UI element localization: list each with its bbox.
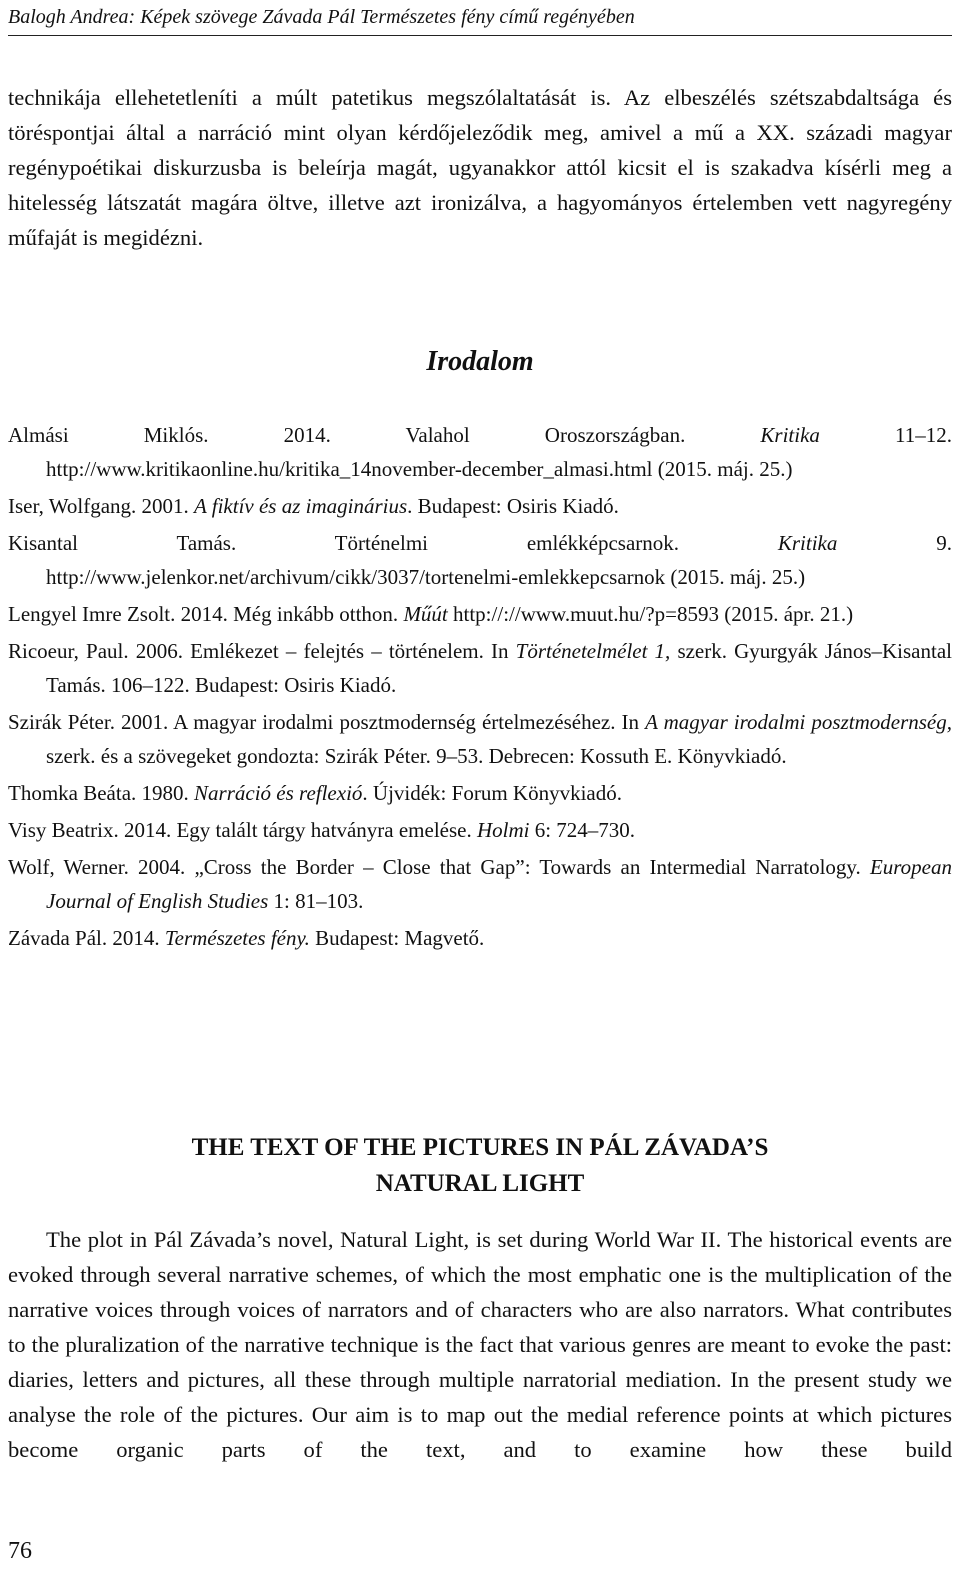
page-number: 76 xyxy=(8,1538,32,1564)
bibliography-entry: Almási Miklós. 2014. Valahol Oroszországban. Kritika 11–12. http://www.kritikaonline.hu/kritika_14november-december_almasi.html (2015. máj. 25.) xyxy=(8,423,952,481)
bibliography-entry: Thomka Beáta. 1980. Narráció és reflexió. Újvidék: Forum Könyvkiadó. xyxy=(8,781,622,805)
bibliography-list xyxy=(8,418,952,958)
bibliography-entry: Ricoeur, Paul. 2006. Emlékezet – felejtés – történelem. In Történetelmélet 1, szerk. Gyurgyák János–Kisantal Tamás. 106–122. Budapest: Osiris Kiadó. xyxy=(8,639,952,697)
bibliography-entry: Szirák Péter. 2001. A magyar irodalmi posztmodernség értelmezéséhez. In A magyar irodalmi posztmodernség, szerk. és a szövegeket gondozta: Szirák Péter. 9–53. Debrecen: Kossuth E. Könyvkiadó. xyxy=(8,710,953,768)
abstract-title-line-2: NATURAL LIGHT xyxy=(375,1170,585,1197)
intro-paragraph: technikája ellehetetleníti a múlt patetikus megszólaltatását is. Az elbeszélés szétszabdaltsága és töréspontjai által a narráció mint olyan kérdőjeleződik meg, amivel a mű a XX. századi magyar regénypoétikai diskurzusba is beleírja magát, ugyanakkor attól kicsit el is szakadva kísérli meg a hitelesség látszatát magára öltve, illetve azt ironizálva, a hagyományos értelemben vett nagyregény műfaját is megidézni. xyxy=(8,85,952,250)
bibliography-entry: Iser, Wolfgang. 2001. A fiktív és az imaginárius. Budapest: Osiris Kiadó. xyxy=(8,494,619,518)
bibliography-entry: Závada Pál. 2014. Természetes fény. Budapest: Magvető. xyxy=(8,926,485,950)
bibliography-entry: Wolf, Werner. 2004. „Cross the Border – Close that Gap”: Towards an Intermedial Narratology. European Journal of English Studies 1: 81–103. xyxy=(8,855,952,913)
bibliography-title: Irodalom xyxy=(426,346,534,377)
abstract-title-line-1: THE TEXT OF THE PICTURES IN PÁL ZÁVADA’S xyxy=(191,1134,769,1161)
abstract-paragraph: The plot in Pál Závada’s novel, Natural Light, is set during World War II. The historical events are evoked through several narrative schemes, of which the most emphatic one is the multiplication of the narrative voices through voices of narrators and of characters who are also narrators. What contributes to the pluralization of the narrative technique is the fact that various genres are meant to evoke the past: diaries, letters and pictures, all these through multiple narratorial mediation. In the present study we analyse the role of the pictures. Our aim is to map out the medial reference points at which pictures become organic parts of the text, and to examine how these build xyxy=(8,1227,952,1462)
abstract-title xyxy=(0,1130,960,1202)
bibliography-entry: Lengyel Imre Zsolt. 2014. Még inkább otthon. Műút http://://www.muut.hu/?p=8593 (2015. ápr. 21.) xyxy=(8,602,854,626)
bibliography-entry: Kisantal Tamás. Történelmi emlékképcsarnok. Kritika 9. http://www.jelenkor.net/archivum/cikk/3037/tortenelmi-emlekkepcsarnok (2015. máj. 25.) xyxy=(8,531,952,589)
bibliography-entry: Visy Beatrix. 2014. Egy talált tárgy hatványra emelése. Holmi 6: 724–730. xyxy=(8,818,636,842)
running-head: Balogh Andrea: Képek szövege Závada Pál Természetes fény című regényében xyxy=(8,4,952,36)
